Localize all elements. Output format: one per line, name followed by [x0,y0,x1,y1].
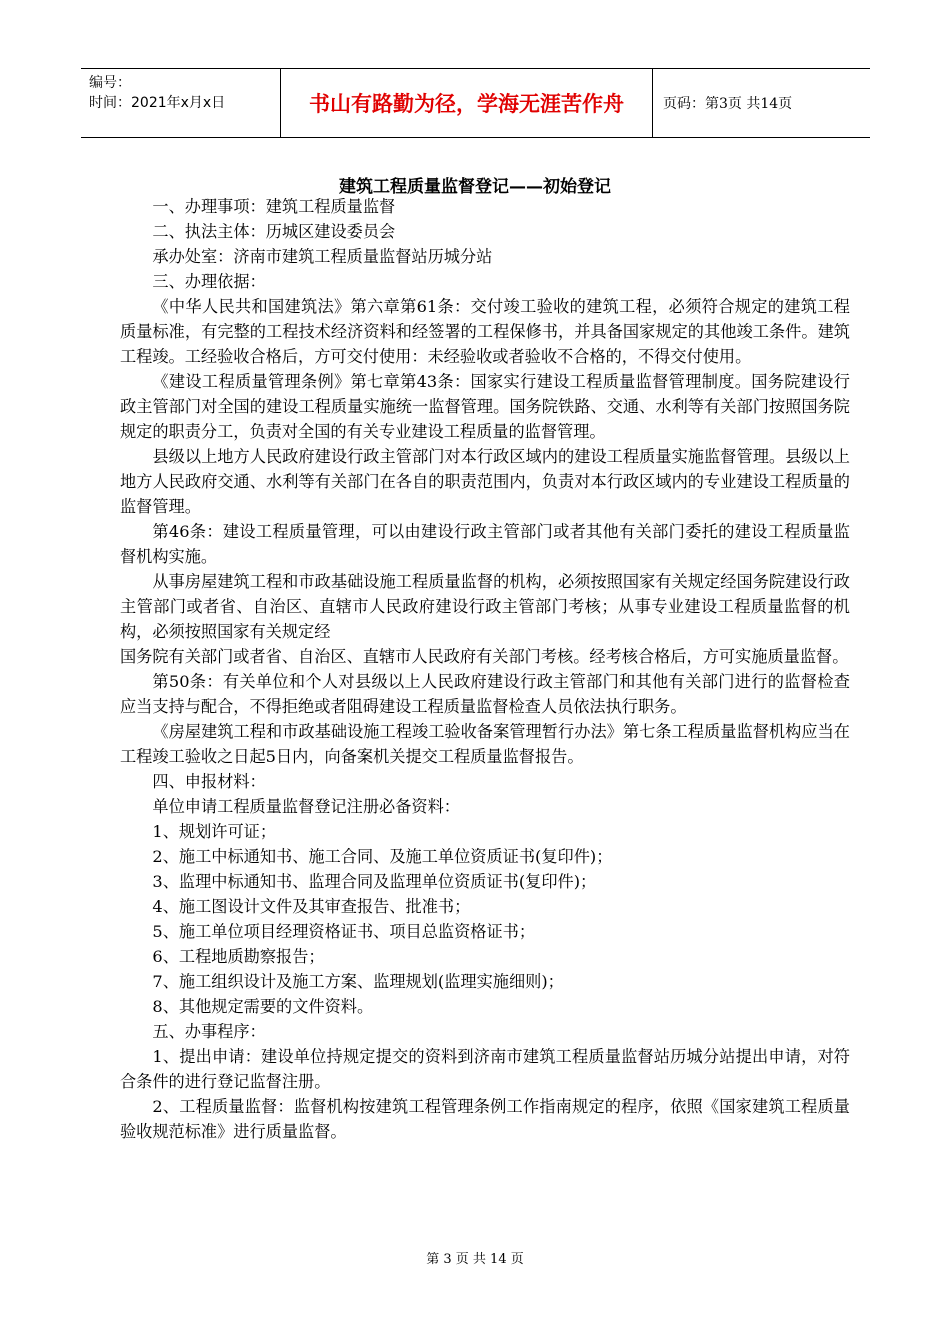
paragraph: 《房屋建筑工程和市政基础设施工程竣工验收备案管理暂行办法》第七条工程质量监督机构应当在工程竣工验收之日起5日内，向备案机关提交工程质量监督报告。 [120,722,850,766]
header-meta [81,69,281,137]
header-page-info: 页码：第3页 共14页 [663,96,793,112]
list-item: 5、施工单位项目经理资格证书、项目总监资格证书； [152,922,536,941]
paragraph: 县级以上地方人民政府建设行政主管部门对本行政区域内的建设工程质量实施监督管理。县级以上地方人民政府交通、水利等有关部门在各自的职责范围内，负责对本行政区域内的专业建设工程质量的监督管理。 [120,447,850,516]
paragraph: 承办处室：济南市建筑工程质量监督站历城分站 [152,247,493,266]
paragraph: 第50条：有关单位和个人对县级以上人民政府建设行政主管部门和其他有关部门进行的监督检查应当支持与配合，不得拒绝或者阻碍建设工程质量监督检查人员依法执行职务。 [120,672,850,716]
time-label: 时间：2021年x月x日 [89,95,226,111]
number-label: 编号： [89,75,131,91]
list-item: 4、施工图设计文件及其审查报告、批准书； [152,897,471,916]
header-motto: 书山有路勤为径，学海无涯苦作舟 [281,69,653,137]
paragraph: 一、办理事项：建筑工程质量监督 [152,197,396,216]
paragraph: 从事房屋建筑工程和市政基础设施工程质量监督的机构，必须按照国家有关规定经国务院建设行政主管部门或者省、自治区、直辖市人民政府建设行政主管部门考核；从事专业建设工程质量监督的机构，必须按照国家有关规定经 [120,572,850,641]
paragraph: 《中华人民共和国建筑法》第六章第61条：交付竣工验收的建筑工程，必须符合规定的建筑工程质量标准，有完整的工程技术经济资料和经签署的工程保修书，并具备国家规定的其他竣工条件。建筑工程竣。工经验收合格后，方可交付使用：未经验收或者验收不合格的，不得交付使用。 [120,297,850,366]
document-body [120,194,850,1144]
paragraph: 四、申报材料： [152,772,266,791]
paragraph: 第46条：建设工程质量管理，可以由建设行政主管部门或者其他有关部门委托的建设工程质量监督机构实施。 [120,522,850,566]
page-header [81,68,870,138]
document-title: 建筑工程质量监督登记——初始登记 [339,177,611,197]
list-item: 3、监理中标通知书、监理合同及监理单位资质证书(复印件)； [152,872,597,891]
paragraph: 国务院有关部门或者省、自治区、直辖市人民政府有关部门考核。经考核合格后，方可实施质量监督。 [120,647,849,666]
list-item: 8、其他规定需要的文件资料。 [152,997,374,1016]
page-footer: 第 3 页 共 14 页 [426,1252,524,1267]
paragraph: 二、执法主体：历城区建设委员会 [152,222,396,241]
paragraph: 1、提出申请：建设单位持规定提交的资料到济南市建筑工程质量监督站历城分站提出申请，对符合条件的进行登记监督注册。 [120,1047,850,1091]
list-item: 6、工程地质勘察报告； [152,947,325,966]
paragraph: 五、办事程序： [152,1022,266,1041]
list-item: 1、规划许可证； [152,822,277,841]
paragraph: 三、办理依据： [152,272,266,291]
paragraph: 《建设工程质量管理条例》第七章第43条：国家实行建设工程质量监督管理制度。国务院建设行政主管部门对全国的建设工程质量实施统一监督管理。国务院铁路、交通、水利等有关部门按照国务院规定的职责分工，负责对全国的有关专业建设工程质量的监督管理。 [120,372,850,441]
paragraph: 单位申请工程质量监督登记注册必备资料： [152,797,460,816]
list-item: 2、施工中标通知书、施工合同、及施工单位资质证书(复印件)； [152,847,613,866]
paragraph: 2、工程质量监督：监督机构按建筑工程管理条例工作指南规定的程序，依照《国家建筑工程质量验收规范标准》进行质量监督。 [120,1097,850,1141]
list-item: 7、施工组织设计及施工方案、监理规划(监理实施细则)； [152,972,564,991]
